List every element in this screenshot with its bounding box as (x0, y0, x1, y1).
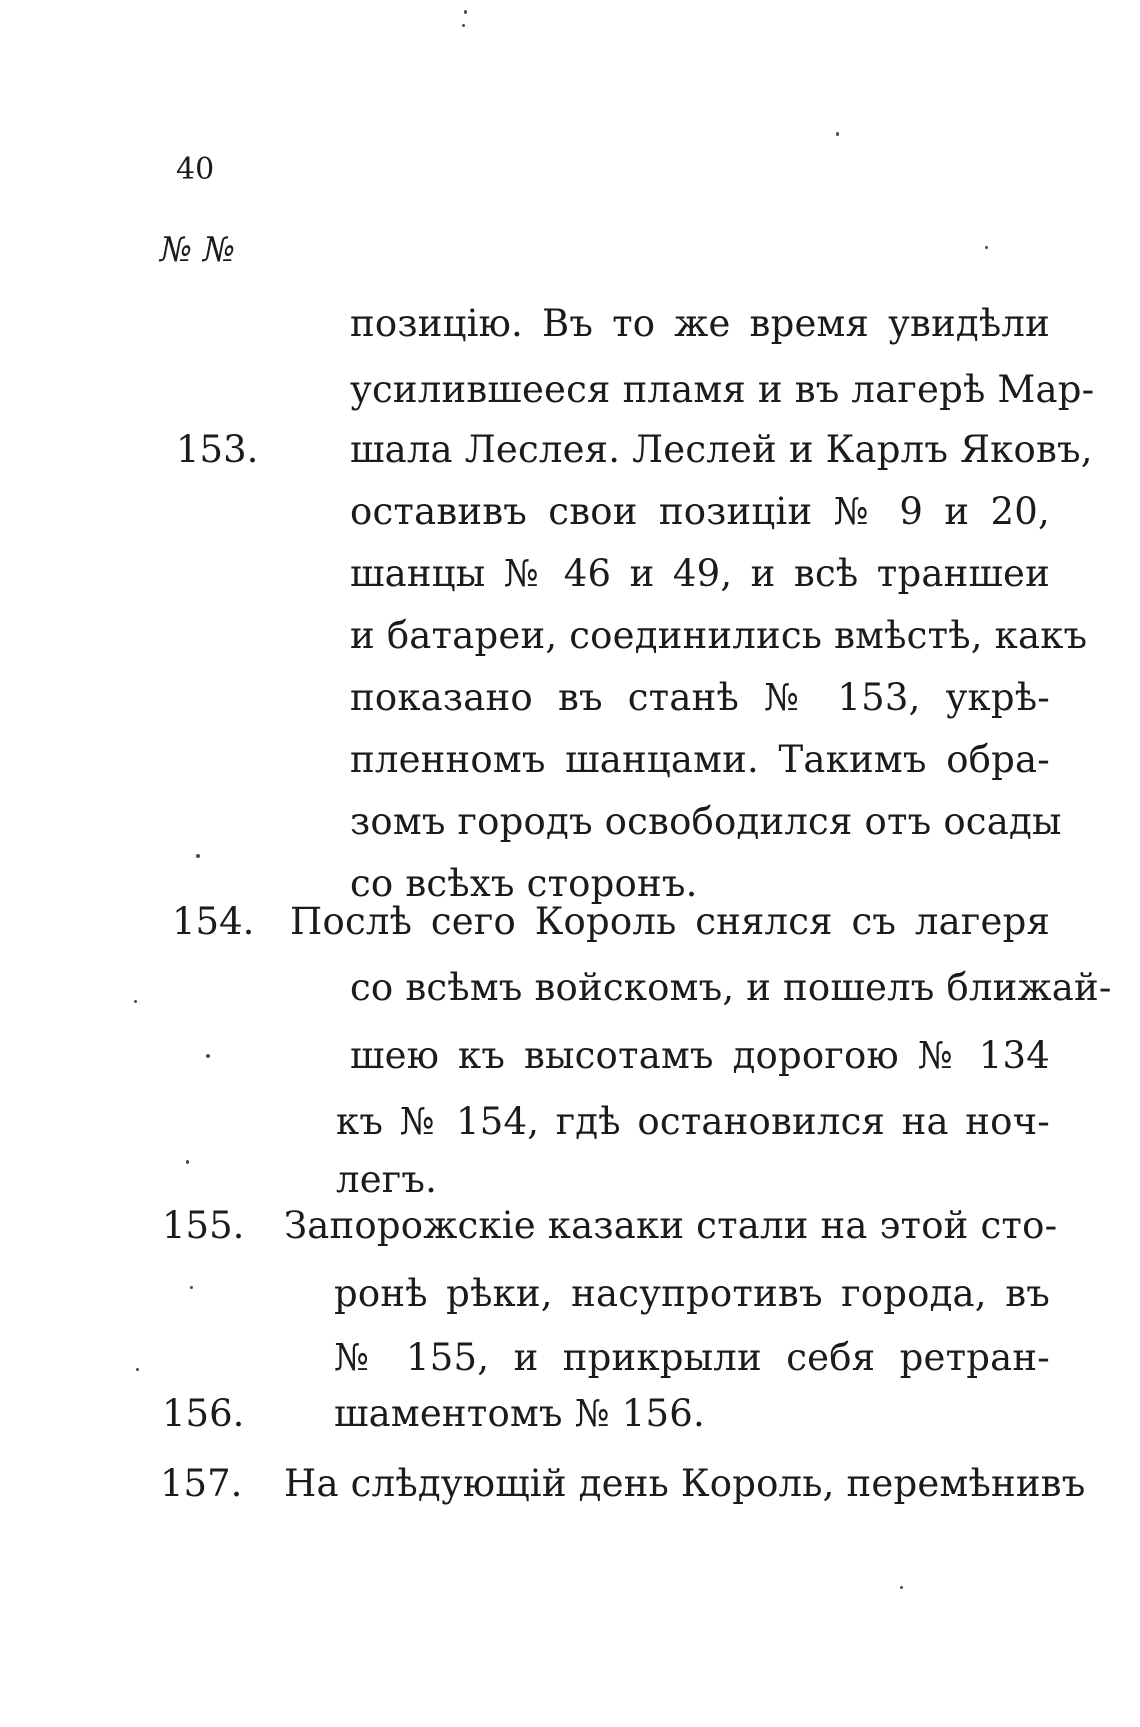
scan-speck (190, 1286, 193, 1289)
text-line: легъ. (336, 1158, 438, 1201)
text-line: шала Леслея. Леслей и Карлъ Яковъ, (350, 428, 1093, 471)
page-number: 40 (176, 152, 215, 187)
scan-speck (186, 1160, 189, 1164)
text-line: ронѣ рѣки, насупротивъ города, въ (334, 1272, 1050, 1315)
scan-speck (196, 854, 200, 858)
text-line: со всѣхъ сторонъ. (350, 862, 698, 905)
text-line: показано въ станѣ № 153, укрѣ- (350, 676, 1050, 719)
text-line: усилившееся пламя и въ лагерѣ Мар- (350, 368, 1095, 411)
text-line: шаментомъ № 156. (334, 1392, 705, 1435)
margin-number: 155. (162, 1204, 245, 1247)
text-line: шею къ высотамъ дорогою № 134 (350, 1034, 1050, 1077)
scan-speck (985, 246, 988, 249)
text-line: и батареи, соединились вмѣстѣ, какъ (350, 614, 1088, 657)
text-line: оставивъ свои позиціи № 9 и 20, (350, 490, 1050, 533)
scan-speck (136, 1368, 139, 1371)
scan-speck (134, 1000, 137, 1003)
margin-number: 157. (160, 1462, 243, 1505)
scan-speck (900, 1586, 903, 1589)
text-line: Запорожскіе казаки стали на этой сто- (284, 1204, 1058, 1247)
text-line: къ № 154, гдѣ остановился на ноч- (336, 1100, 1050, 1143)
text-line: со всѣмъ войскомъ, и пошелъ ближай- (350, 966, 1112, 1009)
text-line: № 155, и прикрыли себя ретран- (334, 1336, 1050, 1379)
text-line: зомъ городъ освободился отъ осады (350, 800, 1062, 843)
text-line: Послѣ сего Король снялся съ лагеря (290, 900, 1050, 943)
scan-speck (836, 132, 839, 136)
scan-speck (206, 1054, 210, 1058)
scan-speck (462, 24, 465, 27)
text-line: шанцы № 46 и 49, и всѣ траншеи (350, 552, 1050, 595)
margin-number: 156. (162, 1392, 245, 1435)
text-line: пленномъ шанцами. Такимъ обра- (350, 738, 1050, 781)
margin-numbers-header: № № (160, 230, 236, 270)
scan-speck (464, 10, 467, 14)
text-line: На слѣдующій день Король, перемѣнивъ (284, 1462, 1086, 1505)
text-line: позицію. Въ то же время увидѣли (350, 302, 1050, 345)
margin-number: 154. (172, 900, 255, 943)
margin-number: 153. (176, 428, 259, 471)
